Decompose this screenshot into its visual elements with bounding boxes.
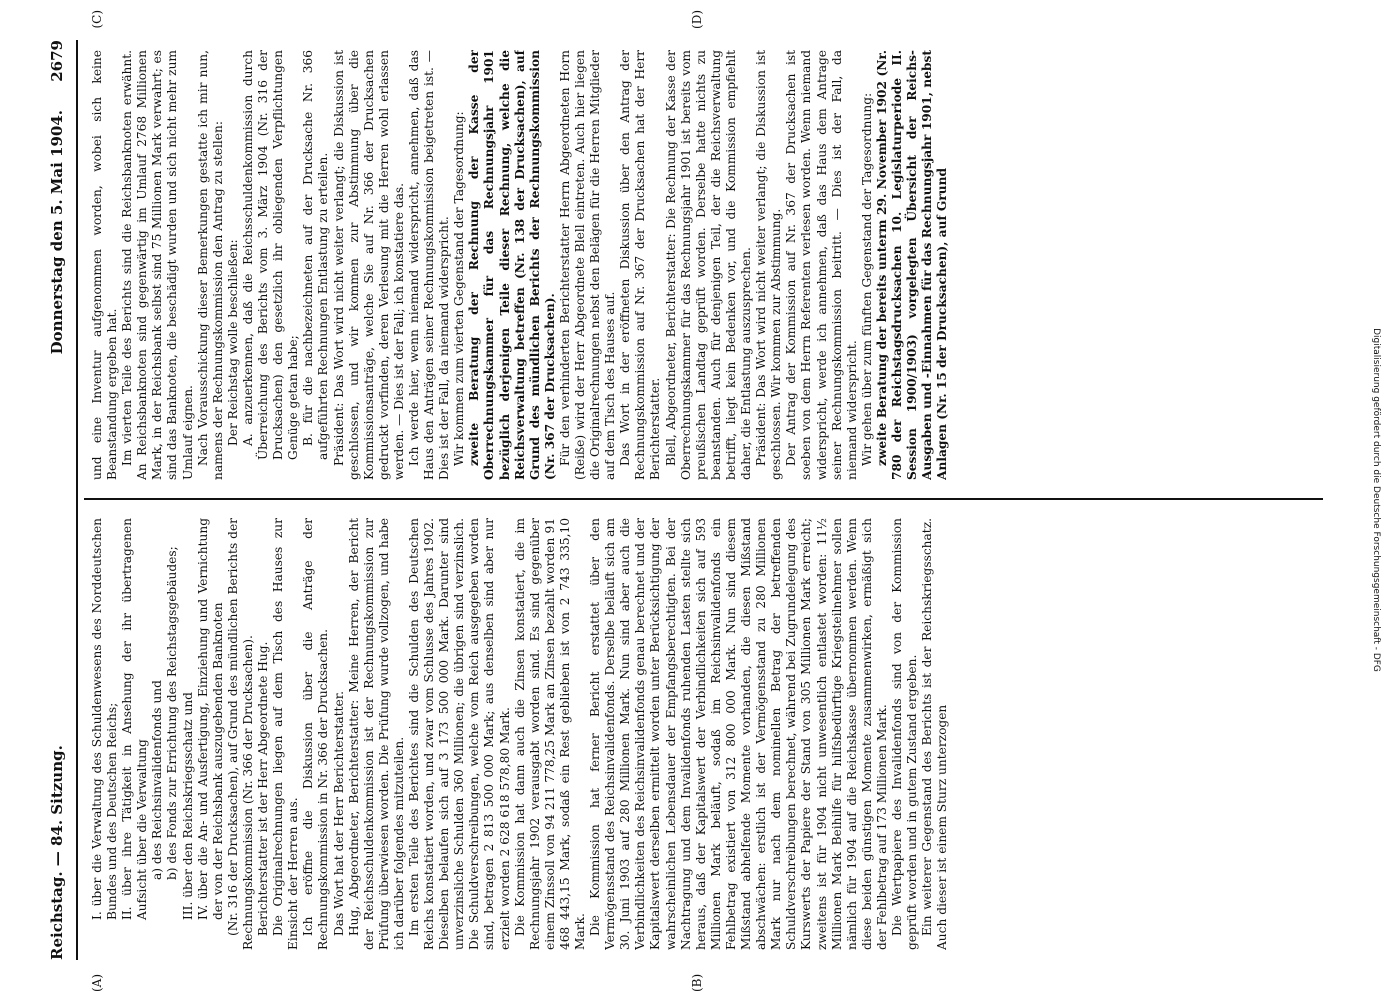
paragraph: Wir gehen über zum fünften Gegenstand der Tagesordnung: <box>859 92 874 466</box>
running-header <box>48 40 72 960</box>
report-items-list <box>90 518 226 950</box>
paragraph: Im ersten Teile des Berichtes sind die Schulden des Deutschen Reichs konstatiert worden, und zwar vom Schlusse des Jahres 1902. Dieselben belaufen sich auf 3 173 500 000 Mark. Darunter sind unverzinsliche Schulden 360 Millionen; die übrigen sind verzinslich. Die Schuldverschreibungen, welche vom Reich ausgegeben worden sind, betragen 2 813 500 000 Mark; aus denselben sind aber nur erzielt worden 2 628 618 578,80 Mark. <box>406 518 512 950</box>
margin-mark-a: (A) <box>90 973 104 992</box>
margin-mark-b: (B) <box>690 973 704 992</box>
paragraph: Blell, Abgeordneter, Berichterstatter: Die Rechnung der Kasse der Oberrechnungskammer für das Rechnungsjahr 1901 ist bereits vom preußischen Landtag geprüft worden. Derselbe hatte nichts zu beanstanden. Auch für denjenigen Teil, der die Reichsverwaltung betrifft, liegt kein Bedenken vor, und die Kommission empfiehlt daher, die Entlastung auszusprechen. <box>663 50 754 480</box>
credit-text: Digitalisierung gefördert durch die Deutsche Forschungsgemeinschaft - DFG <box>1371 328 1381 672</box>
list-item: I. über die Verwaltung des Schuldenwesens des Norddeutschen Bundes und des Deutschen Reichs; <box>90 518 120 920</box>
paragraph: Ich werde hier, wenn niemand widerspricht, annehmen, daß das Haus den Anträgen seiner Rechnungskommission beigetreten ist. — Dies ist der Fall, da niemand widerspricht. <box>406 50 452 480</box>
paragraph: Der Antrag der Kommission auf Nr. 367 der Drucksachen ist soeben von dem Herrn Referenten verlesen worden. Wenn niemand widerspricht, werde ich annehmen, daß das Haus dem Antrage seiner Rechnungskommission beitritt. — Dies ist der Fall, da niemand widerspricht. <box>784 50 859 480</box>
margin-mark-d: (D) <box>690 10 704 29</box>
list-item: b) des Fonds zur Errichtung des Reichstagsgebäudes; <box>165 546 180 880</box>
paragraph: zweite Beratung der Rechnung der Kasse der Oberrechnungskammer für das Rechnungsjahr 1901 bezüglich derjenigen Teile dieser Rechnung, welche die Reichsverwaltung betreffen (Nr. 138 der Drucksachen), auf Grund des mündlichen Berichts der Rechnungskommission (Nr. 367 der Drucksachen). <box>467 50 557 480</box>
paragraph: B. für die nachbezeichneten auf der Drucksache Nr. 366 aufgeführten Rechnungen Entlastung zu erteilen. <box>301 50 331 460</box>
paragraph: Das Wort hat der Herr Berichterstatter. <box>331 690 346 936</box>
paragraph: Ein weiterer Gegenstand des Berichts ist der Reichskriegsschatz. Auch dieser ist einem Sturz unterzogen <box>920 518 950 950</box>
paragraph: A. anzuerkennen, daß die Reichsschuldenkommission durch Überreichung des Berichts vom 3. März 1904 (Nr. 316 der Drucksachen) den gesetzlich ihr obliegenden Verpflichtungen Genüge getan habe; <box>240 50 301 460</box>
right-column <box>90 50 1320 480</box>
list-item: II. über ihre Tätigkeit in Ansehung der ihr übertragenen Aufsicht über die Verwaltung <box>120 518 150 920</box>
list-item: a) des Reichsinvalidenfonds und <box>150 680 165 880</box>
page-number: 2679 <box>48 40 66 82</box>
paragraph: Berichterstatter ist der Herr Abgeordnete Hug. <box>256 641 271 936</box>
paragraph: Die Originalrechnungen liegen auf dem Tisch des Hauses zur Einsicht der Herren aus. <box>271 518 301 950</box>
column-divider <box>84 498 1323 500</box>
paragraph: und eine Inventur aufgenommen worden, wobei sich keine Beanstandung ergeben hat. <box>90 50 120 480</box>
paragraph: Ich eröffne die Diskussion über die Anträge der Rechnungskommission in Nr. 366 der Drucksachen. <box>301 518 331 950</box>
paragraph: Für den verhinderten Berichterstatter Herrn Abgeordneten Horn (Reiße) wird der Herr Abgeordnete Blell eintreten. Auch hier liegen die Originalrechnungen nebst den Belägen für die Herren Mitglieder auf dem Tisch des Hauses auf. <box>557 50 618 480</box>
list-item: IV. über die An- und Ausfertigung, Einziehung und Vernichtung der von der Reichsbank auszugebenden Banknoten <box>195 518 225 920</box>
paragraph: Der Reichstag wolle beschließen: <box>225 239 240 446</box>
list-item: III. über den Reichskriegsschatz und <box>180 692 195 920</box>
paragraph: Hug, Abgeordneter, Berichterstatter: Meine Herren, der Bericht der Reichsschuldenkommission ist der Rechnungskommission zur Prüfung überwiesen worden. Die Prüfung wurde vollzogen, und habe ich darüber folgendes mitzuteilen. <box>346 518 406 950</box>
paragraph: Die Kommission hat ferner Bericht erstattet über den Vermögensstand des Reichsinvalidenfonds. Derselbe beläuft sich am 30. Juni 1903 auf 280 Millionen Mark. Nun sind aber auch die Verbindlichkeiten des Reichsinvalidenfonds genau berechnet und der Kapitalswert derselben ermittelt worden unter Berücksichtigung der wahrscheinlichen Lebensdauer der Empfangsberechtigten. Bei der Nachtragung und dem Invalidenfonds ruhenden Lasten stellte sich heraus, daß der Kapitalswert der Verbindlichkeiten sich auf 593 Millionen Mark beläuft, sodaß im Reichsinvalidenfonds ein Fehlbetrag existiert von 312 800 000 Mark. Nun sind diesem Mißstand abhelfende Momente vorhanden, die diesen Mißstand abschwächen: erstlich ist der Vermögensstand zu 280 Millionen Mark nur nach dem nominellen Betrag der betreffenden Schuldverschreibungen berechnet, während bei Zugrundelegung des Kurswerts der Papiere der Stand von 305 Millionen Mark erreicht; zweitens ist für 1904 nicht unwesentlich entlastet worden: 11½ Millionen Mark Beihilfe für hilfsbedürftige Kriegsteilnehmer sollen nämlich für 1904 auf die Reichskasse übernommen werden. Wenn diese beiden günstigen Momente zusammenwirken, ermäßigt sich der Fehlbetrag auf 173 Millionen Mark. <box>588 518 889 950</box>
header-session: Reichstag. — 84. Sitzung. <box>48 745 66 960</box>
header-rule <box>76 40 78 960</box>
digitization-credit <box>1367 40 1383 960</box>
paragraph: Das Wort in der eröffneten Diskussion über den Antrag der Rechnungskommission auf Nr. 367 der Drucksachen hat der Herr Berichterstatter. <box>618 50 663 480</box>
paragraph: Nach Vorausschickung dieser Bemerkungen gestatte ich mir nun, namens der Rechnungskommission den Antrag zu stellen: <box>195 50 225 480</box>
paragraph: Die Kommission hat dann auch die Zinsen konstatiert, die im Rechnungsjahr 1902 verausgabt worden sind. Es sind gegenüber einem Zinssoll von 94 211 778,25 Mark an Zinsen bezahlt worden 91 468 443,15 Mark, sodaß ein Rest geblieben ist von 2 743 335,10 Mark. <box>512 518 587 950</box>
paragraph: Die Wertpapiere des Invalidenfonds sind von der Kommission geprüft worden und in gutem Zustand ergeben. <box>889 518 920 950</box>
paragraph: Präsident: Das Wort wird nicht weiter verlangt; die Diskussion ist geschlossen. Wir kommen zur Abstimmung. <box>754 50 784 480</box>
paragraph: (Nr. 316 der Drucksachen), auf Grund des mündlichen Berichts der Rechnungskommission (Nr. 366 der Drucksachen). <box>225 518 255 950</box>
margin-mark-c: (C) <box>90 10 104 29</box>
paragraph: Wir kommen zum vierten Gegenstand der Tagesordnung: <box>452 111 467 466</box>
left-column <box>90 518 1320 950</box>
paragraph: zweite Beratung der bereits unterm 29. November 1902 (Nr. 780 der Reichstagsdrucksachen 10. Legislaturperiode II. Session 1900/1903) vorgelegten Übersicht der Reichs-Ausgaben und -Einnahmen für das Rechnungsjahr 1901, nebst Anlagen (Nr. 15 der Drucksachen), auf Grund <box>874 50 950 480</box>
paragraph: Im vierten Teile des Berichts sind die Reichsbanknoten erwähnt. An Reichsbanknoten sind gegenwärtig im Umlauf 2768 Millionen Mark, in der Reichsbank selbst sind 75 Millionen Mark verwahrt; es sind das Banknoten, die beschädigt wurden und sich nicht mehr zum Umlauf eignen. <box>120 50 195 480</box>
paragraph: Präsident: Das Wort wird nicht weiter verlangt; die Diskussion ist geschlossen, und wir kommen zur Abstimmung über die Kommissionsanträge, welche Sie auf Nr. 366 der Drucksachen gedruckt vorfinden, deren Verlesung mit die Herren wohl erlassen werden. — Dies ist der Fall; ich konstatiere das. <box>331 50 406 480</box>
header-date: Donnerstag den 5. Mai 1904. <box>48 110 66 355</box>
